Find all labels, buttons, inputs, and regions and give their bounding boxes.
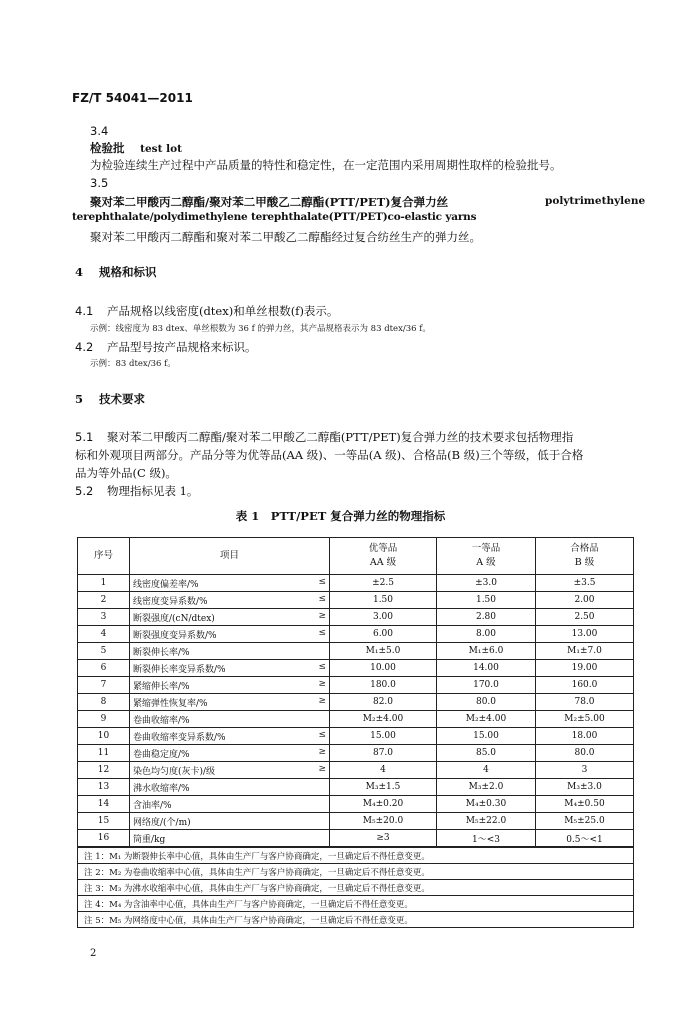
row-operator: ≥	[318, 763, 326, 774]
row-item-label: 网络度/(个/m)	[133, 817, 191, 828]
row-no: 13	[78, 779, 130, 796]
table-note-row	[78, 880, 634, 896]
section-4-heading: 规格和标识	[99, 265, 157, 279]
row-item	[130, 762, 330, 779]
row-value-aa: 82.0	[330, 694, 437, 711]
row-value-a: 2.80	[437, 609, 536, 626]
row-item-label: 断裂强度变异系数/%	[133, 630, 217, 641]
table-note: 注 3：M₃ 为沸水收缩率中心值，具体由生产厂与客户协商确定，一旦确定后不得任意变更。	[78, 880, 634, 896]
section-5-number: 5	[75, 392, 84, 406]
row-value-a: 85.0	[437, 745, 536, 762]
table-note: 注 2：M₂ 为卷曲收缩率中心值，具体由生产厂与客户协商确定，一旦确定后不得任意变更。	[78, 864, 634, 880]
row-value-b: M₂±5.00	[536, 711, 634, 728]
row-item-label: 紧缩伸长率/%	[133, 681, 190, 692]
row-no: 14	[78, 796, 130, 813]
row-operator: ≤	[318, 661, 326, 672]
header-grade-b-name: 合格品	[570, 543, 599, 554]
row-item	[130, 677, 330, 694]
row-value-aa: M₄±0.20	[330, 796, 437, 813]
row-value-b: M₅±25.0	[536, 813, 634, 830]
row-item-label: 断裂伸长率变异系数/%	[133, 664, 226, 675]
physical-index-table	[77, 537, 634, 928]
row-no: 3	[78, 609, 130, 626]
row-item	[130, 745, 330, 762]
header-grade-b-code: B 级	[574, 557, 595, 568]
table-row	[78, 592, 634, 609]
row-value-b: 2.00	[536, 592, 634, 609]
row-item	[130, 626, 330, 643]
clause-4-2-number: 4.2	[75, 340, 94, 354]
row-no: 16	[78, 830, 130, 848]
row-value-a: M₃±2.0	[437, 779, 536, 796]
row-item-label: 含油率/%	[133, 800, 172, 811]
row-no: 1	[78, 575, 130, 592]
row-item	[130, 711, 330, 728]
row-value-b: 80.0	[536, 745, 634, 762]
row-value-aa: 15.00	[330, 728, 437, 745]
clause-4-1-text: 产品规格以线密度(dtex)和单丝根数(f)表示。	[106, 304, 339, 318]
row-no: 5	[78, 643, 130, 660]
clause-4-2-example: 示例：83 dtex/36 f。	[90, 359, 176, 369]
header-item: 项目	[130, 538, 330, 575]
table-row	[78, 728, 634, 745]
clause-5-1-line1: 聚对苯二甲酸丙二醇酯/聚对苯二甲酸乙二醇酯(PTT/PET)复合弹力丝的技术要求包括物理指	[106, 430, 574, 444]
table-row	[78, 779, 634, 796]
row-value-b: 2.50	[536, 609, 634, 626]
table-row	[78, 609, 634, 626]
row-value-b: 160.0	[536, 677, 634, 694]
row-value-a: 170.0	[437, 677, 536, 694]
row-value-a: ±3.0	[437, 575, 536, 592]
table-row	[78, 643, 634, 660]
table-header-row	[78, 538, 634, 575]
row-value-b: M₃±3.0	[536, 779, 634, 796]
header-grade-aa-name: 优等品	[368, 543, 398, 554]
term-3-5-en-line1: polytrimethylene	[545, 195, 646, 207]
header-grade-b	[536, 538, 634, 575]
row-no: 9	[78, 711, 130, 728]
row-item	[130, 779, 330, 796]
row-no: 12	[78, 762, 130, 779]
clause-4-2-text: 产品型号按产品规格来标识。	[106, 340, 257, 354]
row-value-a: M₅±22.0	[437, 813, 536, 830]
row-operator: ≥	[318, 610, 326, 621]
row-operator: ≥	[318, 678, 326, 689]
row-item	[130, 694, 330, 711]
row-value-b: 19.00	[536, 660, 634, 677]
definition-3-4: 为检验连续生产过程中产品质量的特性和稳定性，在一定范围内采用周期性取样的检验批号。	[90, 158, 562, 172]
row-no: 15	[78, 813, 130, 830]
row-item	[130, 728, 330, 745]
clause-5-2-text: 物理指标见表 1。	[106, 484, 199, 498]
row-item-label: 线密度变异系数/%	[133, 596, 208, 607]
row-operator: ≤	[318, 729, 326, 740]
row-operator: ≤	[318, 593, 326, 604]
table-row	[78, 626, 634, 643]
row-no: 2	[78, 592, 130, 609]
standard-code: FZ/T 54041—2011	[72, 91, 193, 105]
row-value-aa: ≥3	[330, 830, 437, 848]
row-item-label: 卷曲收缩率变异系数/%	[133, 732, 226, 743]
row-value-a: 80.0	[437, 694, 536, 711]
row-value-aa: 180.0	[330, 677, 437, 694]
row-operator: ≥	[318, 695, 326, 706]
row-value-a: M₁±6.0	[437, 643, 536, 660]
row-value-a: 15.00	[437, 728, 536, 745]
row-item	[130, 830, 330, 848]
section-5-heading: 技术要求	[99, 392, 146, 406]
clause-5-2-number: 5.2	[75, 484, 94, 498]
row-value-aa: M₁±5.0	[330, 643, 437, 660]
row-value-a: M₂±4.00	[437, 711, 536, 728]
row-item-label: 卷曲稳定度/%	[133, 749, 190, 760]
term-3-5-zh: 聚对苯二甲酸丙二醇酯/聚对苯二甲酸乙二醇酯(PTT/PET)复合弹力丝	[90, 195, 449, 209]
row-item	[130, 643, 330, 660]
row-no: 7	[78, 677, 130, 694]
row-value-b: 18.00	[536, 728, 634, 745]
row-operator: ≤	[318, 627, 326, 638]
row-item-label: 沸水收缩率/%	[133, 783, 190, 794]
table-row	[78, 830, 634, 848]
clause-3-5-number: 3.5	[90, 176, 109, 190]
table-note: 注 5：M₅ 为网络度中心值，具体由生产厂与客户协商确定，一旦确定后不得任意变更。	[78, 912, 634, 928]
table-row	[78, 762, 634, 779]
row-item	[130, 813, 330, 830]
clause-5-1-line2: 标和外观项目两部分。产品分等为优等品(AA 级)、一等品(A 级)、合格品(B 级)三个等级，低于合格	[75, 448, 584, 462]
page-number: 2	[90, 948, 97, 959]
clause-4-1-number: 4.1	[75, 304, 94, 318]
row-item-label: 断裂伸长率/%	[133, 647, 190, 658]
row-value-aa: 10.00	[330, 660, 437, 677]
definition-3-5: 聚对苯二甲酸丙二醇酯和聚对苯二甲酸乙二醇酯经过复合纺丝生产的弹力丝。	[90, 230, 481, 244]
table-note-row	[78, 847, 634, 864]
row-operator: ≥	[318, 746, 326, 757]
header-grade-aa	[330, 538, 437, 575]
row-item-label: 断裂强度/(cN/dtex)	[133, 613, 215, 624]
row-value-b: M₁±7.0	[536, 643, 634, 660]
header-no: 序号	[78, 538, 130, 575]
row-value-aa: 4	[330, 762, 437, 779]
row-item-label: 紧缩弹性恢复率/%	[133, 698, 208, 709]
row-item-label: 线密度偏差率/%	[133, 579, 199, 590]
row-value-aa: M₂±4.00	[330, 711, 437, 728]
header-grade-a-code: A 级	[476, 557, 496, 568]
row-value-a: M₄±0.30	[437, 796, 536, 813]
row-value-a: 8.00	[437, 626, 536, 643]
clause-3-4-number: 3.4	[90, 124, 109, 138]
row-item	[130, 592, 330, 609]
row-no: 4	[78, 626, 130, 643]
table-row	[78, 711, 634, 728]
row-item-label: 染色均匀度(灰卡)/级	[133, 766, 216, 777]
table-note-row	[78, 896, 634, 912]
clause-4-1-example: 示例：线密度为 83 dtex、单丝根数为 36 f 的弹力丝，其产品规格表示为 83 dtex/36 f。	[90, 324, 431, 334]
term-3-4-zh: 检验批	[90, 141, 125, 155]
table-note: 注 1：M₁ 为断裂伸长率中心值，具体由生产厂与客户协商确定，一旦确定后不得任意变更。	[78, 847, 634, 864]
row-value-aa: 6.00	[330, 626, 437, 643]
row-value-b: 13.00	[536, 626, 634, 643]
row-value-aa: M₃±1.5	[330, 779, 437, 796]
table-row	[78, 660, 634, 677]
row-value-b: ±3.5	[536, 575, 634, 592]
table-caption: 表 1 PTT/PET 复合弹力丝的物理指标	[235, 509, 446, 523]
clause-5-1-number: 5.1	[75, 430, 94, 444]
row-value-a: 14.00	[437, 660, 536, 677]
table-row	[78, 745, 634, 762]
row-value-aa: 3.00	[330, 609, 437, 626]
row-item	[130, 609, 330, 626]
row-item	[130, 796, 330, 813]
header-grade-a	[437, 538, 536, 575]
table-row	[78, 694, 634, 711]
row-value-aa: 1.50	[330, 592, 437, 609]
row-value-a: 4	[437, 762, 536, 779]
row-value-b: 0.5～<1	[536, 830, 634, 848]
row-value-b: 78.0	[536, 694, 634, 711]
row-value-aa: 87.0	[330, 745, 437, 762]
table-row	[78, 796, 634, 813]
row-no: 6	[78, 660, 130, 677]
header-grade-aa-code: AA 级	[369, 557, 397, 568]
table-row	[78, 575, 634, 592]
table-note-row	[78, 864, 634, 880]
clause-5-1-line3: 品为等外品(C 级)。	[75, 466, 177, 480]
term-3-5-en-line2: terephthalate/polydimethylene terephthalate(PTT/PET)co-elastic yarns	[72, 211, 477, 223]
row-value-b: 3	[536, 762, 634, 779]
row-value-b: M₄±0.50	[536, 796, 634, 813]
row-value-a: 1.50	[437, 592, 536, 609]
row-no: 11	[78, 745, 130, 762]
row-item	[130, 660, 330, 677]
header-grade-a-name: 一等品	[471, 543, 501, 554]
table-note-row	[78, 912, 634, 928]
row-value-aa: M₅±20.0	[330, 813, 437, 830]
table-row	[78, 677, 634, 694]
table-note: 注 4：M₄ 为含油率中心值，具体由生产厂与客户协商确定，一旦确定后不得任意变更。	[78, 896, 634, 912]
term-3-4-en: test lot	[140, 143, 182, 155]
section-4-number: 4	[75, 265, 84, 279]
row-value-aa: ±2.5	[330, 575, 437, 592]
row-no: 10	[78, 728, 130, 745]
row-no: 8	[78, 694, 130, 711]
table-row	[78, 813, 634, 830]
row-item-label: 筒重/kg	[133, 834, 166, 845]
row-item-label: 卷曲收缩率/%	[133, 715, 190, 726]
row-value-a: 1～<3	[437, 830, 536, 848]
row-operator: ≤	[318, 576, 326, 587]
row-item	[130, 575, 330, 592]
